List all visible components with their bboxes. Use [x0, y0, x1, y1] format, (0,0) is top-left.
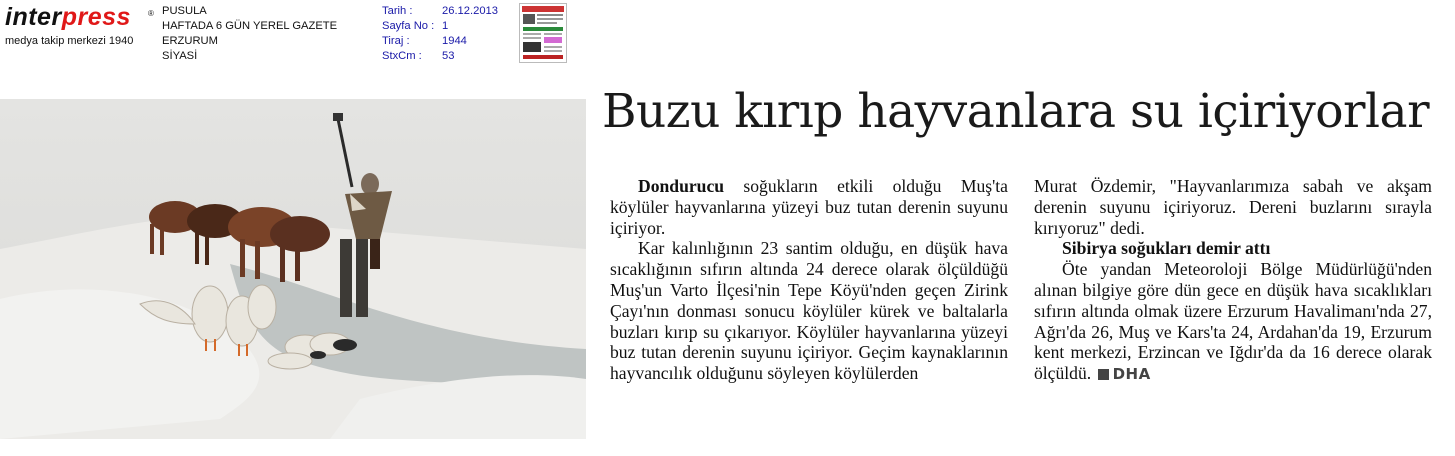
article-subheading: Sibirya soğukları demir attı — [1062, 238, 1271, 259]
publication-info — [162, 4, 337, 64]
publication-name: PUSULA — [162, 5, 207, 17]
logo-brand-a: inter — [5, 3, 62, 31]
article-column-1 — [610, 176, 1008, 384]
paragraph-4-text: Öte yandan Meteoroloji Bölge Müdürlüğü'nden alınan bilgiye göre dün gece en düşük hava sıcaklıkları sıfırın altında olmak üzere Erzurum Havalimanı'nda 27, Ağrı'da 26, Muş ve Kars'ta 24, Ardahan'da 19, Erzurum kent merkezi, Erzincan ve Iğdır'da da 16 derece olarak ölçüldü. — [1034, 259, 1432, 384]
article-headline: Buzu kırıp hayvanlara su içiriyorlar — [602, 84, 1430, 139]
page-thumbnail — [519, 3, 567, 63]
publication-category: SİYASİ — [162, 50, 198, 62]
paragraph-1 — [610, 176, 1008, 238]
paragraph-4 — [1034, 259, 1432, 385]
lead-word: Dondurucu — [638, 176, 725, 196]
publication-city: ERZURUM — [162, 35, 218, 47]
circulation-value: 1944 — [442, 35, 467, 47]
article-column-2 — [1034, 176, 1432, 385]
agency-signature: DHA — [1112, 365, 1151, 384]
stxcm-label: StxCm : — [382, 50, 422, 62]
logo-brand-b: press — [61, 3, 131, 31]
stxcm-value: 53 — [442, 50, 455, 62]
logo-tagline: medya takip merkezi 1940 — [5, 35, 134, 47]
clip-info-values — [442, 4, 498, 64]
date-label: Tarih : — [382, 5, 413, 17]
logo-wordmark — [5, 4, 150, 30]
paragraph-3: Murat Özdemir, "Hayvanlarımıza sabah ve akşam derenin suyunu içiriyoruz. Dereni buzlarını sırayla kırıyoruz" dedi. — [1034, 176, 1432, 238]
circulation-label: Tiraj : — [382, 35, 410, 47]
paragraph-1-text: soğukların etkili olduğu Muş'ta köylüler hayvanlarına yüzeyi buz tutan derenin suyunu içiriyor. — [610, 176, 1008, 238]
publication-frequency: HAFTADA 6 GÜN YEREL GAZETE — [162, 20, 338, 32]
end-square-icon — [1098, 369, 1109, 380]
page-label: Sayfa No : — [382, 20, 435, 32]
interpress-logo — [5, 3, 154, 48]
article-photo — [0, 99, 586, 439]
page-value: 1 — [442, 20, 449, 32]
paragraph-2: Kar kalınlığının 23 santim olduğu, en düşük hava sıcaklığının sıfırın altında 24 derece olarak ölçüldüğü Muş'un Varto İlçesi'nin Tepe Köyü'nden geçen Zirink Çayı'nın donması sonucu köylüler kürek ve baltalarla buzları kırıp su çıkarıyor. Köylüler hayvanlarına yüzeyi buz tutan derenin suyunu içiriyor. Geçim kaynaklarının hayvancılık olduğunu söyleyen köylülerden — [610, 238, 1008, 384]
date-value: 26.12.2013 — [442, 5, 498, 17]
registered-mark: ® — [148, 9, 154, 18]
clip-info-labels — [382, 4, 434, 64]
